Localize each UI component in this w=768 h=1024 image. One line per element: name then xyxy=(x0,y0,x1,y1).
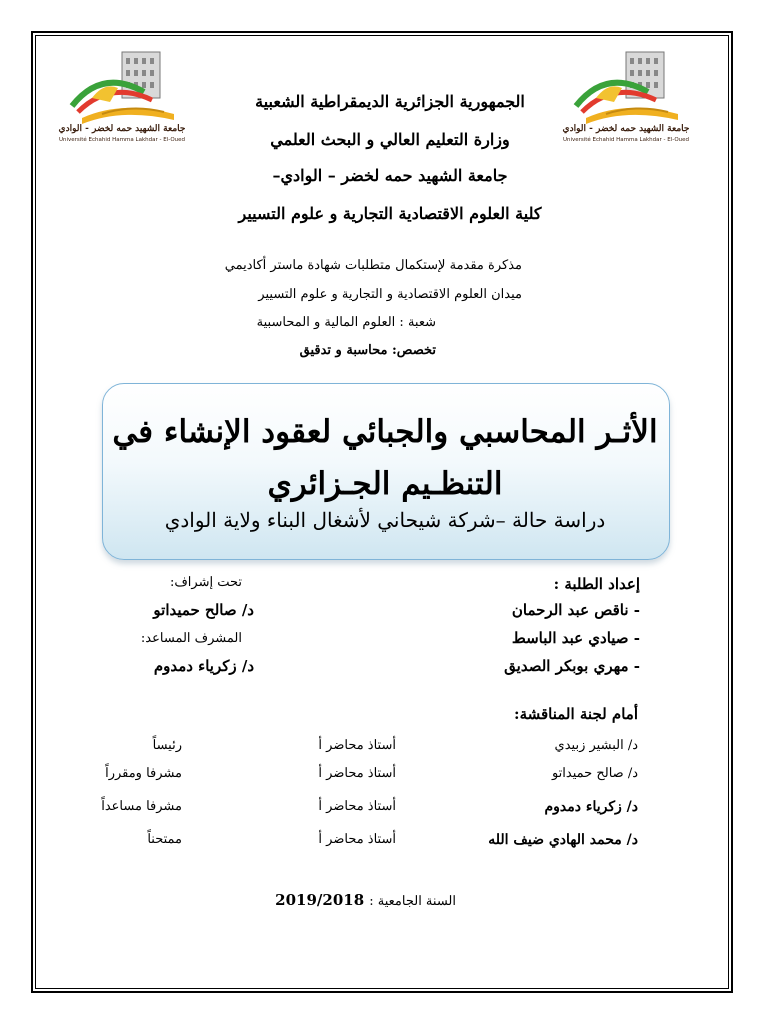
logo-emblem-icon xyxy=(52,48,192,126)
logo-name-ar: جامعة الشهيد حمه لخضر - الوادي xyxy=(58,124,186,134)
logo-name-fr: Université Echahid Hamma Lakhdar - El-Oued xyxy=(562,137,690,143)
committee-member-name: د/ صالح حميداتو xyxy=(551,766,638,781)
republic-name: الجمهورية الجزائرية الديمقراطية الشعبية xyxy=(255,92,525,111)
committee-member-role: رئيساً xyxy=(152,738,182,753)
assistant-supervisor-heading: المشرف المساعد: xyxy=(140,631,242,646)
committee-member-name: د/ زكرياء دمدوم xyxy=(544,799,638,815)
logo-name-ar: جامعة الشهيد حمه لخضر - الوادي xyxy=(562,124,690,134)
supervision-heading: تحت إشراف: xyxy=(169,575,242,590)
committee-member-role: ممتحناً xyxy=(147,832,182,847)
student-name: - ناقص عبد الرحمان xyxy=(511,601,640,619)
ministry-name: وزارة التعليم العالي و البحث العلمي xyxy=(270,130,510,149)
committee-member-rank: أستاذ محاضر أ xyxy=(318,799,396,814)
student-name: - مهري بوبكر الصديق xyxy=(504,657,640,675)
academic-year-value: 2019/2018 xyxy=(275,891,365,909)
committee-member-role: مشرفا مساعداً xyxy=(101,799,182,814)
thesis-title-line2: التنظـيم الجـزائري xyxy=(267,466,503,502)
faculty-name: كلية العلوم الاقتصادية التجارية و علوم التسيير xyxy=(238,204,542,223)
academic-year-label: السنة الجامعية : xyxy=(369,894,456,909)
thesis-branch: شعبة : العلوم المالية و المحاسبية xyxy=(256,315,436,330)
thesis-purpose: مذكرة مقدمة لإستكمال متطلبات شهادة ماستر أكاديمي xyxy=(224,258,522,273)
assistant-supervisor-name: د/ زكرياء دمدوم xyxy=(153,657,254,675)
case-study-subtitle: دراسة حالة –شركة شيحاني لأشغال البناء ولاية الوادي xyxy=(164,508,606,532)
logo-emblem-icon xyxy=(556,48,696,126)
students-heading: إعداد الطلبة : xyxy=(553,575,640,593)
thesis-field: ميدان العلوم الاقتصادية و التجارية و علوم التسيير xyxy=(258,287,522,302)
committee-member-name: د/ البشير زبيدي xyxy=(554,738,638,753)
university-name: جامعة الشهيد حمه لخضر – الوادي– xyxy=(272,166,508,185)
thesis-title-line1: الأثـر المحاسبي والجبائي لعقود الإنشاء في xyxy=(112,414,658,450)
logo-name-fr: Université Echahid Hamma Lakhdar - El-Oued xyxy=(58,137,186,143)
committee-member-rank: أستاذ محاضر أ xyxy=(318,832,396,847)
committee-member-role: مشرفا ومقرراً xyxy=(105,766,182,781)
committee-member-rank: أستاذ محاضر أ xyxy=(318,738,396,753)
committee-member-rank: أستاذ محاضر أ xyxy=(318,766,396,781)
committee-member-name: د/ محمد الهادي ضيف الله xyxy=(488,832,638,848)
committee-heading: أمام لجنة المناقشة: xyxy=(514,705,638,723)
thesis-specialty: تخصص: محاسبة و تدقيق xyxy=(299,343,436,358)
supervisor-name: د/ صالح حميداتو xyxy=(153,601,254,619)
academic-year xyxy=(250,890,456,909)
university-logo-left xyxy=(52,48,192,148)
student-name: - صيادي عبد الباسط xyxy=(511,629,640,647)
